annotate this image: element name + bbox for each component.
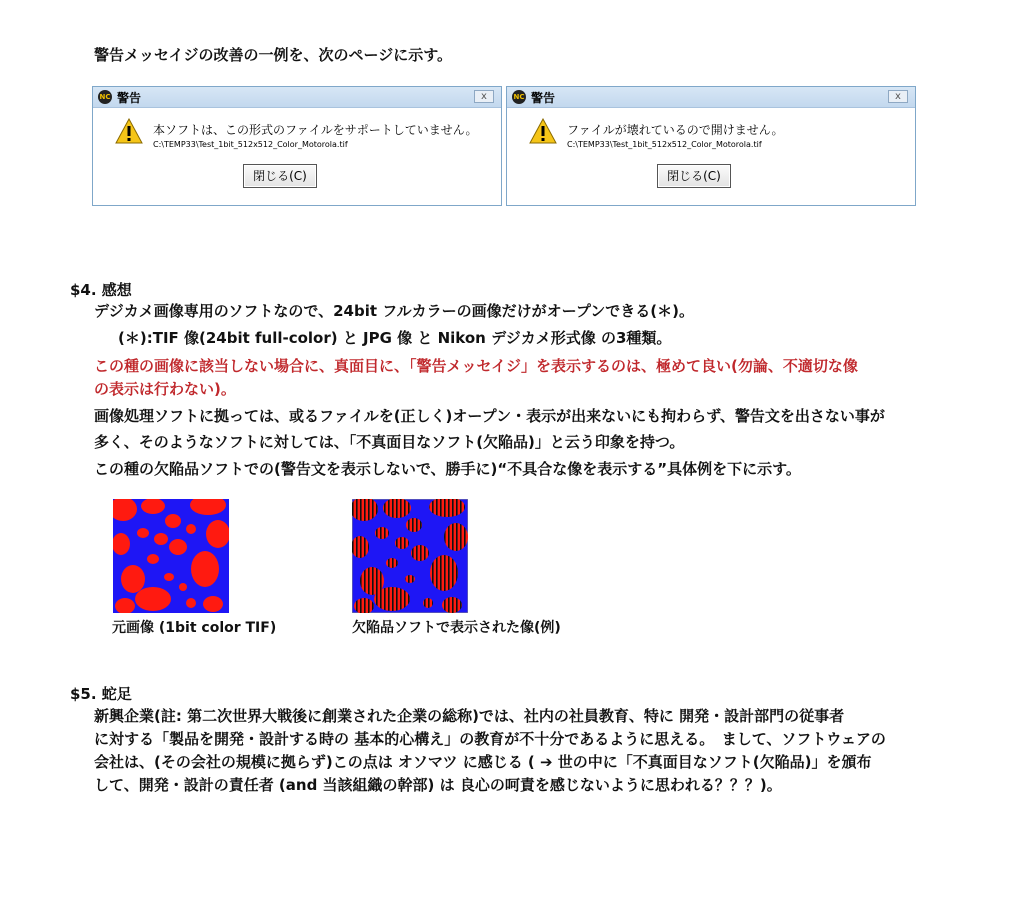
dialog-titlebar (93, 87, 501, 108)
section5-line-3: 会社は、(その会社の規模に拠らず)この点は オソマツ に感じる ( ➔ 世の中に「不真面目なソフト(欠陥品)」を頒布 (94, 753, 872, 771)
defective-image (352, 499, 468, 613)
app-icon: NC (512, 90, 526, 104)
dialog-title: 警告 (531, 91, 556, 105)
dialog-message: ファイルが壊れているので開けません。 (567, 123, 784, 137)
section4-line-2: (＊):TIF 像(24bit full-color) と JPG 像 と Nikon デジカメ形式像 の3種類。 (118, 329, 672, 347)
section4-line-5: 画像処理ソフトに拠っては、或るファイルを(正しく)オープン・表示が出来ないにも拘わらず、警告文を出さない事が (94, 407, 885, 425)
dialog-file-path: C:\TEMP33\Test_1bit_512x512_Color_Motorola.tif (567, 140, 762, 149)
warning-icon (529, 118, 557, 144)
close-icon[interactable]: x (888, 90, 908, 103)
app-icon: NC (98, 90, 112, 104)
warning-dialog-corrupted (506, 86, 916, 206)
close-button[interactable]: 閉じる(C) (657, 164, 731, 188)
dialog-title: 警告 (117, 91, 142, 105)
section5-line-1: 新興企業(註: 第二次世界大戦後に創業された企業の総称)では、社内の社員教育、特に 開発・設計部門の従事者 (94, 707, 845, 725)
dialog-message: 本ソフトは、この形式のファイルをサポートしていません。 (153, 123, 478, 137)
dialog-file-path: C:\TEMP33\Test_1bit_512x512_Color_Motorola.tif (153, 140, 348, 149)
section4-heading: $4. 感想 (70, 281, 132, 299)
section5-line-4: して、開発・設計の責任者 (and 当該組織の幹部) は 良心の呵責を感じないように思われる？？？)。 (94, 776, 782, 794)
section4-line-4: の表示は行わない)。 (94, 380, 236, 398)
section5-line-2: に対する「製品を開発・設計する時の 基本的心構え」の教育が不十分であるように思える。 まして、ソフトウェアの (94, 730, 886, 748)
section4-line-3: この種の画像に該当しない場合に、真面目に、「警告メッセイジ」を表示するのは、極めて良い(勿論、不適切な像 (94, 357, 858, 375)
close-button[interactable]: 閉じる(C) (243, 164, 317, 188)
original-image (113, 499, 229, 613)
warning-icon (115, 118, 143, 144)
dialog-titlebar (507, 87, 915, 108)
caption-original: 元画像 (1bit color TIF) (112, 620, 277, 636)
section4-line-1: デジカメ画像専用のソフトなので、24bit フルカラーの画像だけがオープンできる(＊)。 (94, 302, 695, 320)
intro-text: 警告メッセイジの改善の一例を、次のページに示す。 (94, 46, 453, 64)
section5-heading: $5. 蛇足 (70, 685, 132, 703)
section4-line-7: この種の欠陥品ソフトでの(警告文を表示しないで、勝手に)“不具合な像を表示する”具体例を下に示す。 (94, 460, 801, 478)
caption-defective: 欠陥品ソフトで表示された像(例) (352, 620, 561, 636)
close-icon[interactable]: x (474, 90, 494, 103)
section4-line-6: 多く、そのようなソフトに対しては、「不真面目なソフト(欠陥品)」と云う印象を持つ。 (94, 433, 685, 451)
warning-dialog-unsupported (92, 86, 502, 206)
